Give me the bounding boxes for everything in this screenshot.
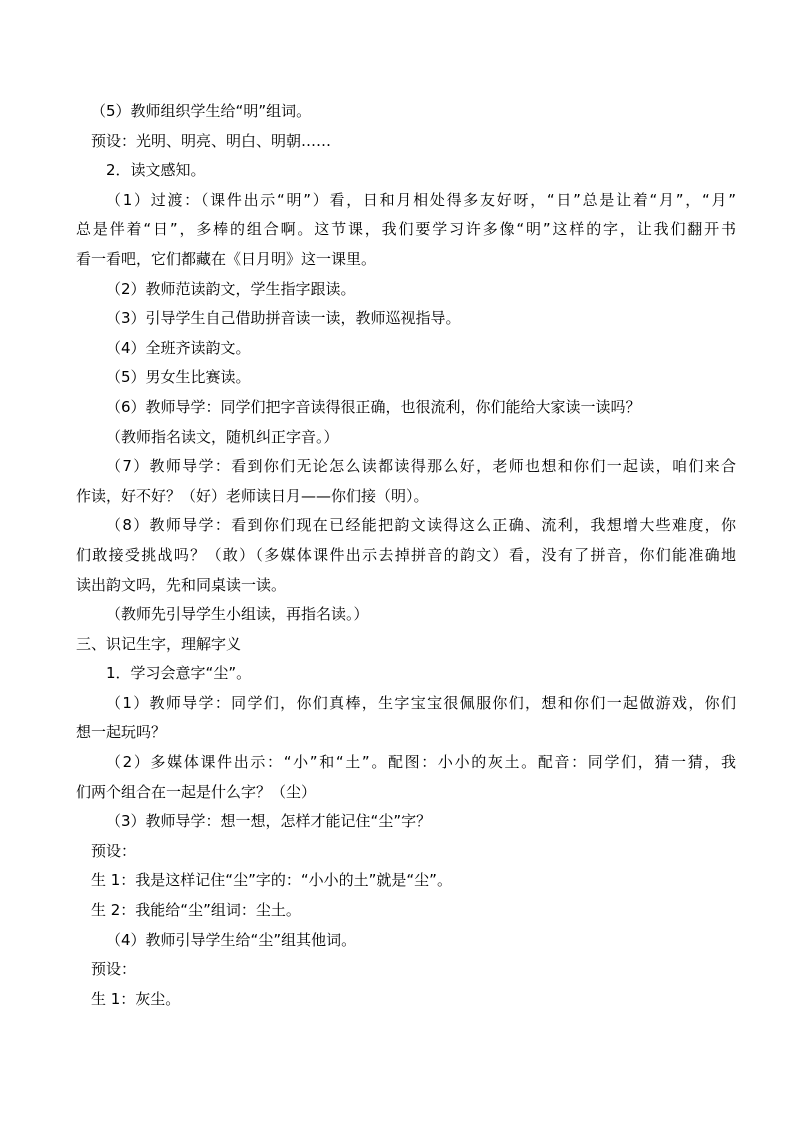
- paragraph-line: （8）教师导学：看到你们现在已经能把韵文读得这么正确、流利，我想增大些难度，你: [106, 516, 736, 535]
- subsection-heading: 1．学习会意字“尘”。: [106, 664, 252, 683]
- document-page: [76, 97, 736, 1014]
- paragraph-line: 生 1：灰尘。: [91, 989, 181, 1008]
- paragraph-line: 预设：: [91, 841, 137, 860]
- paragraph-line: （教师先引导学生小组读，再指名读。）: [106, 605, 369, 624]
- paragraph-line: 们两个组合在一起是什么字？（尘）: [76, 782, 317, 801]
- paragraph-line: （教师指名读文，随机纠正字音。）: [106, 427, 339, 446]
- paragraph-line: （4）全班齐读韵文。: [106, 338, 251, 357]
- paragraph-line: 想一起玩吗？: [76, 723, 167, 742]
- section-heading: 三、识记生字，理解字义: [76, 634, 242, 653]
- section-heading: 2．读文感知。: [106, 161, 206, 180]
- paragraph-line: 生 1：我是这样记住“尘”字的：“小小的土”就是“尘”。: [91, 871, 452, 890]
- paragraph-line: （7）教师导学：看到你们无论怎么读都读得那么好，老师也想和你们一起读，咱们来合: [106, 457, 736, 476]
- paragraph-line: （2）教师范读韵文，学生指字跟读。: [106, 279, 356, 298]
- paragraph-line: 预设：光明、明亮、明白、明朝……: [91, 131, 332, 150]
- paragraph-line: （6）教师导学：同学们把字音读得很正确，也很流利，你们能给大家读一读吗？: [106, 397, 641, 416]
- paragraph-line: 看一看吧，它们都藏在《日月明》这一课里。: [76, 249, 377, 268]
- paragraph-line: （5）教师组织学生给“明”组词。: [91, 102, 312, 120]
- paragraph-line: （1）过渡：（课件出示“明”）看，日和月相处得多友好呀，“日”总是让着“月”，“月”: [106, 190, 736, 209]
- paragraph-line: 作读，好不好？（好）老师读日月——你们接（明）。: [76, 486, 429, 505]
- paragraph-line: （4）教师引导学生给“尘”组其他词。: [106, 930, 357, 949]
- paragraph-line: （3）教师导学：想一想，怎样才能记住“尘”字？: [106, 812, 432, 831]
- paragraph-line: 们敢接受挑战吗？（敢）（多媒体课件出示去掉拼音的韵文）看，没有了拼音，你们能准确地: [76, 545, 736, 564]
- paragraph-line: （3）引导学生自己借助拼音读一读，教师巡视指导。: [106, 309, 461, 328]
- paragraph-line: （5）男女生比赛读。: [106, 368, 251, 387]
- paragraph-line: 预设：: [91, 960, 137, 979]
- paragraph-line: 生 2：我能给“尘”组词：尘土。: [91, 901, 301, 920]
- paragraph-line: （1）教师导学：同学们，你们真棒，生字宝宝很佩服你们，想和你们一起做游戏，你们: [106, 693, 736, 712]
- paragraph-line: 读出韵文吗，先和同桌读一读。: [76, 575, 287, 594]
- paragraph-line: 总是伴着“日”，多棒的组合啊。这节课，我们要学习许多像“明”这样的字，让我们翻开书: [76, 220, 736, 239]
- paragraph-line: （2）多媒体课件出示：“小”和“土”。配图：小小的灰土。配音：同学们，猜一猜，我: [106, 753, 736, 772]
